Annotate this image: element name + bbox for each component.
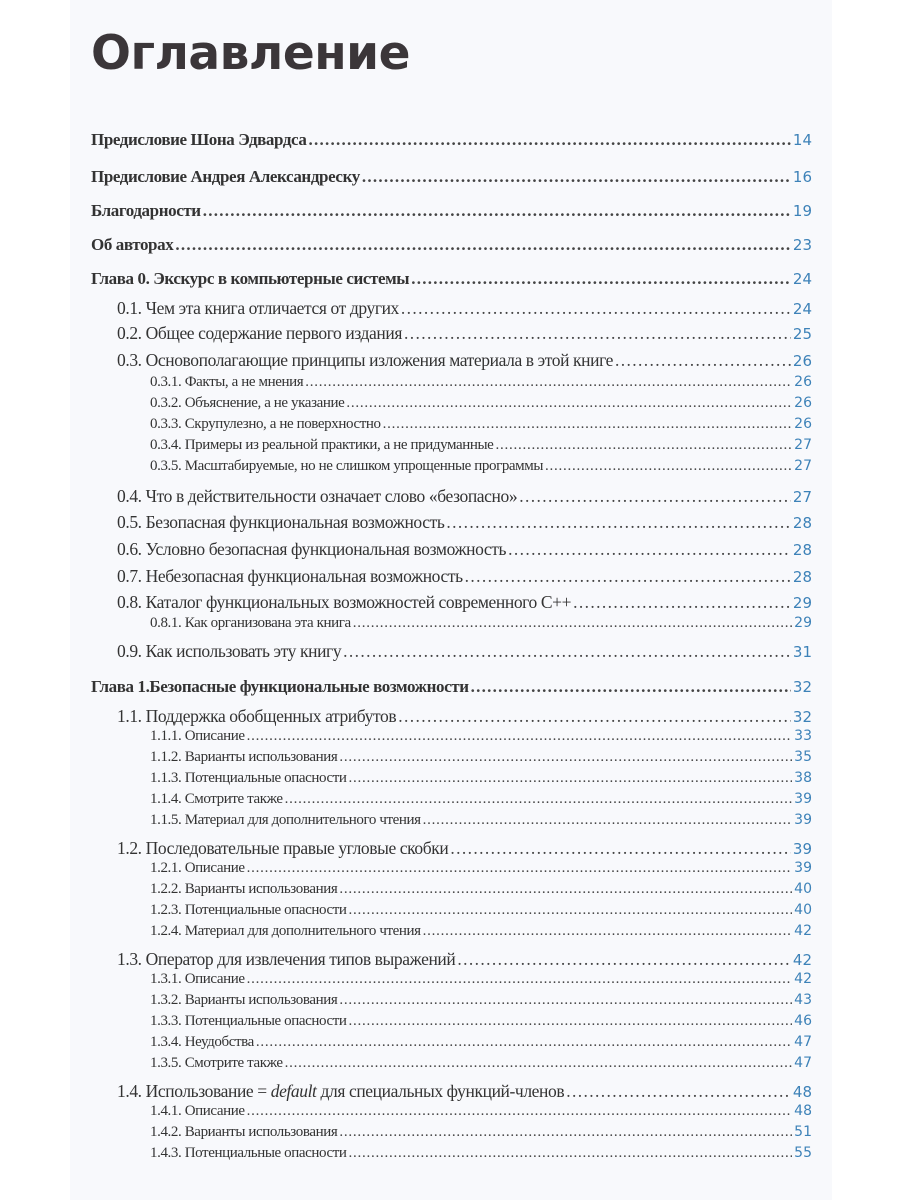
toc-entry[interactable]: [117, 486, 812, 507]
dot-leader: [349, 902, 793, 919]
dot-leader: [401, 298, 791, 319]
toc-entry-label: Предисловие Андрея Александреску: [91, 167, 360, 186]
page-number[interactable]: 40: [794, 881, 812, 897]
toc-entry-label: 1.3.5. Смотрите также: [150, 1055, 283, 1071]
page-number[interactable]: 32: [792, 678, 812, 696]
toc-entry-label: 0.3.2. Объяснение, а не указание: [150, 395, 345, 411]
toc-entry-label: Благодарности: [91, 201, 201, 220]
toc-entry[interactable]: [91, 269, 812, 289]
toc-entry-label: 0.5. Безопасная функциональная возможность: [117, 512, 445, 532]
toc-entry[interactable]: [150, 770, 812, 787]
toc-entry[interactable]: [117, 323, 812, 344]
dot-leader: [411, 269, 791, 289]
toc-entry[interactable]: [150, 1124, 812, 1141]
page-number[interactable]: 24: [792, 270, 812, 288]
page-number[interactable]: 31: [792, 643, 812, 661]
toc-entry[interactable]: [150, 1145, 812, 1162]
page-number[interactable]: 26: [794, 374, 812, 390]
dot-leader: [573, 592, 791, 613]
dot-leader: [339, 749, 792, 766]
dot-leader: [423, 923, 793, 940]
page-number[interactable]: 19: [792, 202, 812, 220]
page-number[interactable]: 42: [794, 971, 812, 987]
toc-entry[interactable]: [117, 949, 812, 970]
dot-leader: [285, 791, 793, 808]
page-number[interactable]: 42: [794, 923, 812, 939]
toc-entry-label: Предисловие Шона Эдвардса: [91, 130, 307, 149]
toc-entry[interactable]: [150, 1013, 812, 1030]
toc-entry[interactable]: [150, 395, 812, 412]
page-number[interactable]: 39: [792, 840, 812, 858]
toc-entry[interactable]: [150, 992, 812, 1009]
toc-entry[interactable]: [117, 641, 812, 662]
page-number[interactable]: 26: [794, 416, 812, 432]
dot-leader: [545, 458, 792, 475]
page-number[interactable]: 32: [792, 708, 812, 726]
toc-entry-label: 0.3.5. Масштабируемые, но не слишком упрощенные программы: [150, 458, 544, 474]
toc-entry[interactable]: [150, 437, 812, 454]
page-number[interactable]: 47: [794, 1034, 812, 1050]
toc-entry-label: 0.3.4. Примеры из реальной практики, а не придуманные: [150, 437, 494, 453]
dot-leader: [471, 677, 791, 697]
dot-leader: [508, 539, 791, 560]
page-number[interactable]: 27: [794, 458, 812, 474]
toc-entry[interactable]: [91, 201, 812, 221]
toc-entry-label: 1.2.1. Описание: [150, 860, 245, 876]
toc-entry-label: 1.4.1. Описание: [150, 1103, 245, 1119]
toc-entry-label: 0.6. Условно безопасная функциональная возможность: [117, 539, 507, 559]
toc-entry[interactable]: [91, 235, 812, 255]
page-number[interactable]: 40: [794, 902, 812, 918]
toc-entry-label: 1.3. Оператор для извлечения типов выражений: [117, 949, 456, 969]
toc-entry-label: 1.3.3. Потенциальные опасности: [150, 1013, 347, 1029]
dot-leader: [247, 1103, 793, 1120]
toc-entry[interactable]: [91, 167, 812, 187]
dot-leader: [309, 130, 791, 150]
page-number[interactable]: 46: [794, 1013, 812, 1029]
page-number[interactable]: 28: [792, 568, 812, 586]
dot-leader: [383, 416, 793, 433]
page-number[interactable]: 29: [794, 615, 812, 631]
dot-leader: [457, 949, 791, 970]
toc-entry-label: 0.9. Как использовать эту книгу: [117, 641, 342, 661]
label-part: для специальных функций-членов: [316, 1081, 565, 1101]
page-number[interactable]: 27: [794, 437, 812, 453]
page-number[interactable]: 39: [794, 860, 812, 876]
toc-entry[interactable]: [150, 749, 812, 766]
page-number[interactable]: 29: [792, 594, 812, 612]
toc-entry-label: Глава 1.Безопасные функциональные возможности: [91, 677, 469, 696]
toc-entry-label: [117, 1081, 564, 1102]
dot-leader: [247, 728, 793, 745]
toc-entry[interactable]: [117, 566, 812, 587]
dot-leader: [343, 641, 791, 662]
dot-leader: [362, 167, 791, 187]
toc-entry-label: 1.3.1. Описание: [150, 971, 245, 987]
page-number[interactable]: 28: [792, 514, 812, 532]
page-number[interactable]: 39: [794, 791, 812, 807]
toc-entry[interactable]: [150, 791, 812, 808]
dot-leader: [465, 566, 791, 587]
toc-entry-label: 1.1.1. Описание: [150, 728, 245, 744]
toc-entry[interactable]: [150, 902, 812, 919]
toc-entry[interactable]: [117, 512, 812, 533]
toc-entry[interactable]: [150, 728, 812, 745]
toc-entry[interactable]: [150, 881, 812, 898]
toc-entry[interactable]: [117, 1081, 812, 1102]
dot-leader: [423, 812, 793, 829]
page-number[interactable]: 16: [792, 168, 812, 186]
dot-leader: [349, 1013, 793, 1030]
toc-entry-label: 0.3.3. Скрупулезно, а не поверхностно: [150, 416, 381, 432]
dot-leader: [615, 350, 791, 371]
toc-entry[interactable]: [117, 706, 812, 727]
dot-leader: [339, 992, 792, 1009]
toc-entry-label: 0.4. Что в действительности означает слово «безопасно»: [117, 486, 518, 506]
page-number[interactable]: 25: [792, 325, 812, 343]
toc-entry[interactable]: [150, 860, 812, 877]
toc-entry-label: 1.3.4. Неудобства: [150, 1034, 254, 1050]
toc-entry-label: 0.1. Чем эта книга отличается от других: [117, 298, 399, 318]
toc-entry[interactable]: [91, 677, 812, 697]
dot-leader: [247, 860, 793, 877]
dot-leader: [450, 838, 791, 859]
page-number[interactable]: 48: [792, 1083, 812, 1101]
dot-leader: [339, 1124, 792, 1141]
dot-leader: [203, 201, 791, 221]
dot-leader: [398, 706, 791, 727]
page-number[interactable]: 24: [792, 300, 812, 318]
dot-leader: [247, 971, 793, 988]
toc-entry-label: 1.1.4. Смотрите также: [150, 791, 283, 807]
page-number[interactable]: 35: [794, 749, 812, 765]
dot-leader: [566, 1081, 791, 1102]
page-title: Оглавление: [91, 26, 410, 81]
dot-leader: [175, 235, 791, 255]
keyword-italic: default: [270, 1081, 317, 1101]
toc-entry[interactable]: [150, 615, 812, 632]
toc-entry-label: 1.1. Поддержка обобщенных атрибутов: [117, 706, 397, 726]
toc-entry[interactable]: [91, 130, 812, 150]
toc-entry-label: 1.1.2. Варианты использования: [150, 749, 338, 765]
dot-leader: [349, 1145, 793, 1162]
page-number[interactable]: 23: [792, 236, 812, 254]
dot-leader: [256, 1034, 792, 1051]
toc-entry[interactable]: [150, 458, 812, 475]
dot-leader: [353, 615, 792, 632]
toc-entry-label: 1.2.2. Варианты использования: [150, 881, 338, 897]
toc-entry[interactable]: [150, 416, 812, 433]
page-number[interactable]: 26: [792, 352, 812, 370]
dot-leader: [446, 512, 790, 533]
toc-entry[interactable]: [150, 971, 812, 988]
toc-entry[interactable]: [117, 298, 812, 319]
toc-entry-label: 1.4.3. Потенциальные опасности: [150, 1145, 347, 1161]
toc-entry-label: 0.8. Каталог функциональных возможностей современного C++: [117, 592, 572, 612]
page-number[interactable]: 43: [794, 992, 812, 1008]
dot-leader: [346, 395, 792, 412]
page-number[interactable]: 26: [794, 395, 812, 411]
toc-entry-label: Глава 0. Экскурс в компьютерные системы: [91, 269, 410, 288]
page-number[interactable]: 27: [792, 488, 812, 506]
page-number[interactable]: 47: [794, 1055, 812, 1071]
dot-leader: [285, 1055, 793, 1072]
page-number[interactable]: 55: [794, 1145, 812, 1161]
toc-entry[interactable]: [150, 812, 812, 829]
toc-entry-label: 1.2.4. Материал для дополнительного чтения: [150, 923, 421, 939]
page-number[interactable]: 48: [794, 1103, 812, 1119]
label-part: 1.4. Использование =: [117, 1081, 271, 1101]
dot-leader: [495, 437, 792, 454]
toc-entry-label: 0.8.1. Как организована эта книга: [150, 615, 351, 631]
toc-entry-label: 0.7. Небезопасная функциональная возможность: [117, 566, 463, 586]
toc-entry[interactable]: [150, 923, 812, 940]
dot-leader: [519, 486, 791, 507]
page-number[interactable]: 42: [792, 951, 812, 969]
page-number[interactable]: 51: [794, 1124, 812, 1140]
page-number[interactable]: 39: [794, 812, 812, 828]
dot-leader: [305, 374, 792, 391]
dot-leader: [404, 323, 791, 344]
toc-entry[interactable]: [117, 539, 812, 560]
page-number[interactable]: 33: [794, 728, 812, 744]
dot-leader: [349, 770, 793, 787]
toc-entry-label: Об авторах: [91, 235, 174, 254]
toc-entry-label: 0.3. Основополагающие принципы изложения материала в этой книге: [117, 350, 614, 370]
toc-entry[interactable]: [150, 1034, 812, 1051]
toc-entry-label: 1.2.3. Потенциальные опасности: [150, 902, 347, 918]
toc-entry-label: 1.3.2. Варианты использования: [150, 992, 338, 1008]
page-number[interactable]: 14: [792, 131, 812, 149]
page-number[interactable]: 28: [792, 541, 812, 559]
dot-leader: [339, 881, 792, 898]
toc-entry-label: 1.2. Последовательные правые угловые скобки: [117, 838, 449, 858]
toc-entry[interactable]: [150, 1103, 812, 1120]
toc-entry-label: 1.4.2. Варианты использования: [150, 1124, 338, 1140]
toc-entry[interactable]: [117, 350, 812, 371]
toc-entry-label: 0.2. Общее содержание первого издания: [117, 323, 402, 343]
toc-entry-label: 1.1.5. Материал для дополнительного чтения: [150, 812, 421, 828]
toc-entry[interactable]: [150, 374, 812, 391]
toc-entry[interactable]: [117, 838, 812, 859]
toc-entry[interactable]: [150, 1055, 812, 1072]
page-number[interactable]: 38: [794, 770, 812, 786]
toc-entry-label: 0.3.1. Факты, а не мнения: [150, 374, 304, 390]
toc-entry-label: 1.1.3. Потенциальные опасности: [150, 770, 347, 786]
toc-entry[interactable]: [117, 592, 812, 613]
